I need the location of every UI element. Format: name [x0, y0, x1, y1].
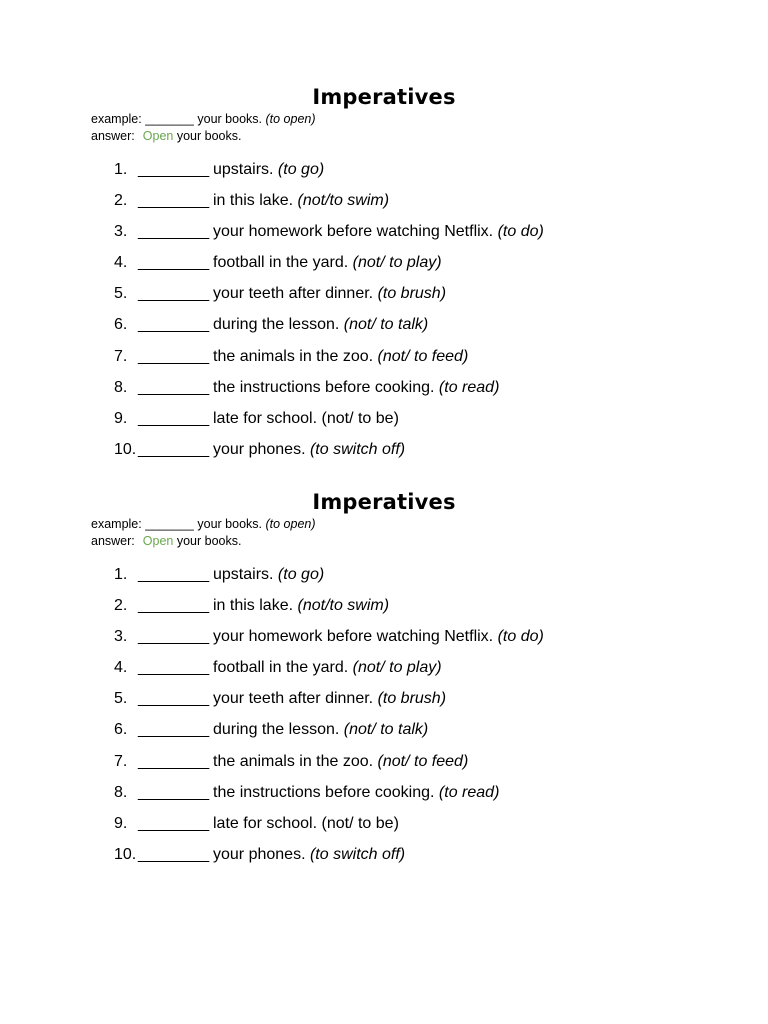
answer-blank: ________ — [138, 378, 210, 396]
item-number: 2. — [114, 192, 128, 210]
item-number: 10. — [114, 440, 137, 458]
answer-blank: ________ — [138, 659, 210, 677]
answer-label: answer: — [91, 129, 135, 143]
example-hint: (to open) — [265, 517, 316, 531]
item-sentence — [213, 158, 324, 182]
item-text: your phones. — [213, 440, 306, 458]
item-sentence — [213, 189, 389, 213]
answer-blank: ________ — [138, 566, 210, 583]
answer-text: your books. — [176, 129, 242, 143]
item-hint: (not/ to feed) — [377, 752, 469, 770]
item-hint: (to brush) — [377, 690, 447, 708]
answer-blank: ________ — [138, 721, 210, 739]
answer-blank: ________ — [138, 409, 210, 427]
worksheet-title: Imperatives — [312, 490, 456, 514]
item-number: 2. — [114, 597, 128, 615]
answer-blank: ________ — [138, 161, 210, 178]
example-text: your books. — [197, 517, 262, 531]
item-sentence — [213, 656, 442, 680]
item-sentence — [213, 376, 499, 400]
item-sentence — [213, 594, 389, 618]
item-text: your phones. — [213, 845, 306, 863]
item-number: 6. — [114, 316, 128, 334]
item-hint: (to brush) — [377, 285, 447, 303]
item-hint: (to switch off) — [309, 845, 406, 863]
item-number: 1. — [114, 566, 128, 583]
item-number: 3. — [114, 223, 128, 241]
item-sentence — [213, 718, 428, 742]
example-blank: _______ — [145, 112, 194, 126]
item-number: 4. — [114, 659, 128, 677]
example-hint: (to open) — [265, 112, 316, 126]
item-sentence — [213, 781, 499, 805]
item-sentence — [213, 313, 428, 337]
item-number: 8. — [114, 378, 128, 396]
item-number: 10. — [114, 845, 137, 863]
answer-text: your books. — [176, 534, 242, 548]
answer-blank: ________ — [138, 690, 210, 708]
answer-blank: ________ — [138, 440, 210, 458]
worksheet-1 — [0, 82, 768, 458]
example-line — [91, 516, 316, 532]
item-number: 3. — [114, 628, 128, 646]
item-sentence — [213, 282, 446, 306]
item-text: upstairs. — [213, 566, 274, 583]
item-hint: (not/ to play) — [352, 659, 442, 677]
item-hint: (not/ to be) — [321, 814, 399, 832]
answer-blank: ________ — [138, 628, 210, 646]
item-hint: (not/ to be) — [321, 409, 399, 427]
item-number: 5. — [114, 285, 128, 303]
answer-word: Open — [142, 534, 174, 548]
item-sentence — [213, 750, 468, 774]
example-label: example: — [91, 517, 142, 531]
answer-line — [91, 128, 241, 144]
item-text: upstairs. — [213, 161, 274, 178]
item-text: the instructions before cooking. — [213, 378, 435, 396]
item-text: late for school. — [213, 409, 318, 427]
example-label: example: — [91, 112, 142, 126]
answer-word: Open — [142, 129, 174, 143]
example-blank: _______ — [145, 517, 194, 531]
answer-blank: ________ — [138, 254, 210, 272]
answer-blank: ________ — [138, 192, 210, 210]
item-number: 7. — [114, 347, 128, 365]
item-text: the animals in the zoo. — [213, 752, 374, 770]
item-number: 9. — [114, 409, 128, 427]
item-hint: (to go) — [277, 161, 325, 178]
item-text: your teeth after dinner. — [213, 285, 374, 303]
item-hint: (to go) — [277, 566, 325, 583]
item-text: during the lesson. — [213, 721, 340, 739]
item-number: 4. — [114, 254, 128, 272]
worksheet-2 — [0, 487, 768, 863]
item-sentence — [213, 625, 544, 649]
item-sentence — [213, 812, 399, 836]
item-number: 6. — [114, 721, 128, 739]
item-text: the instructions before cooking. — [213, 783, 435, 801]
item-hint: (to do) — [497, 223, 544, 241]
item-sentence — [213, 563, 324, 587]
item-hint: (to switch off) — [309, 440, 406, 458]
item-hint: (not/to swim) — [297, 192, 390, 210]
item-number: 9. — [114, 814, 128, 832]
item-text: your homework before watching Netflix. — [213, 223, 494, 241]
item-number: 7. — [114, 752, 128, 770]
item-hint: (to read) — [438, 783, 500, 801]
item-text: late for school. — [213, 814, 318, 832]
answer-blank: ________ — [138, 752, 210, 770]
item-hint: (not/to swim) — [297, 597, 390, 615]
item-sentence — [213, 251, 442, 275]
answer-blank: ________ — [138, 783, 210, 801]
item-number: 5. — [114, 690, 128, 708]
item-text: football in the yard. — [213, 659, 349, 677]
answer-blank: ________ — [138, 285, 210, 303]
answer-blank: ________ — [138, 347, 210, 365]
answer-blank: ________ — [138, 597, 210, 615]
item-text: football in the yard. — [213, 254, 349, 272]
example-line — [91, 111, 316, 127]
item-sentence — [213, 345, 468, 369]
item-sentence — [213, 843, 405, 867]
item-text: the animals in the zoo. — [213, 347, 374, 365]
item-sentence — [213, 407, 399, 431]
item-hint: (not/ to talk) — [343, 316, 429, 334]
item-number: 1. — [114, 161, 128, 178]
item-sentence — [213, 438, 405, 462]
answer-blank: ________ — [138, 223, 210, 241]
item-text: in this lake. — [213, 192, 294, 210]
item-text: in this lake. — [213, 597, 294, 615]
worksheet-title: Imperatives — [312, 85, 456, 109]
answer-blank: ________ — [138, 814, 210, 832]
answer-blank: ________ — [138, 316, 210, 334]
item-hint: (not/ to feed) — [377, 347, 469, 365]
item-number: 8. — [114, 783, 128, 801]
example-text: your books. — [197, 112, 262, 126]
item-text: during the lesson. — [213, 316, 340, 334]
answer-label: answer: — [91, 534, 135, 548]
answer-blank: ________ — [138, 845, 210, 863]
item-hint: (to do) — [497, 628, 544, 646]
answer-line — [91, 533, 241, 549]
item-hint: (to read) — [438, 378, 500, 396]
item-hint: (not/ to talk) — [343, 721, 429, 739]
item-sentence — [213, 220, 544, 244]
item-hint: (not/ to play) — [352, 254, 442, 272]
item-sentence — [213, 687, 446, 711]
item-text: your teeth after dinner. — [213, 690, 374, 708]
item-text: your homework before watching Netflix. — [213, 628, 494, 646]
